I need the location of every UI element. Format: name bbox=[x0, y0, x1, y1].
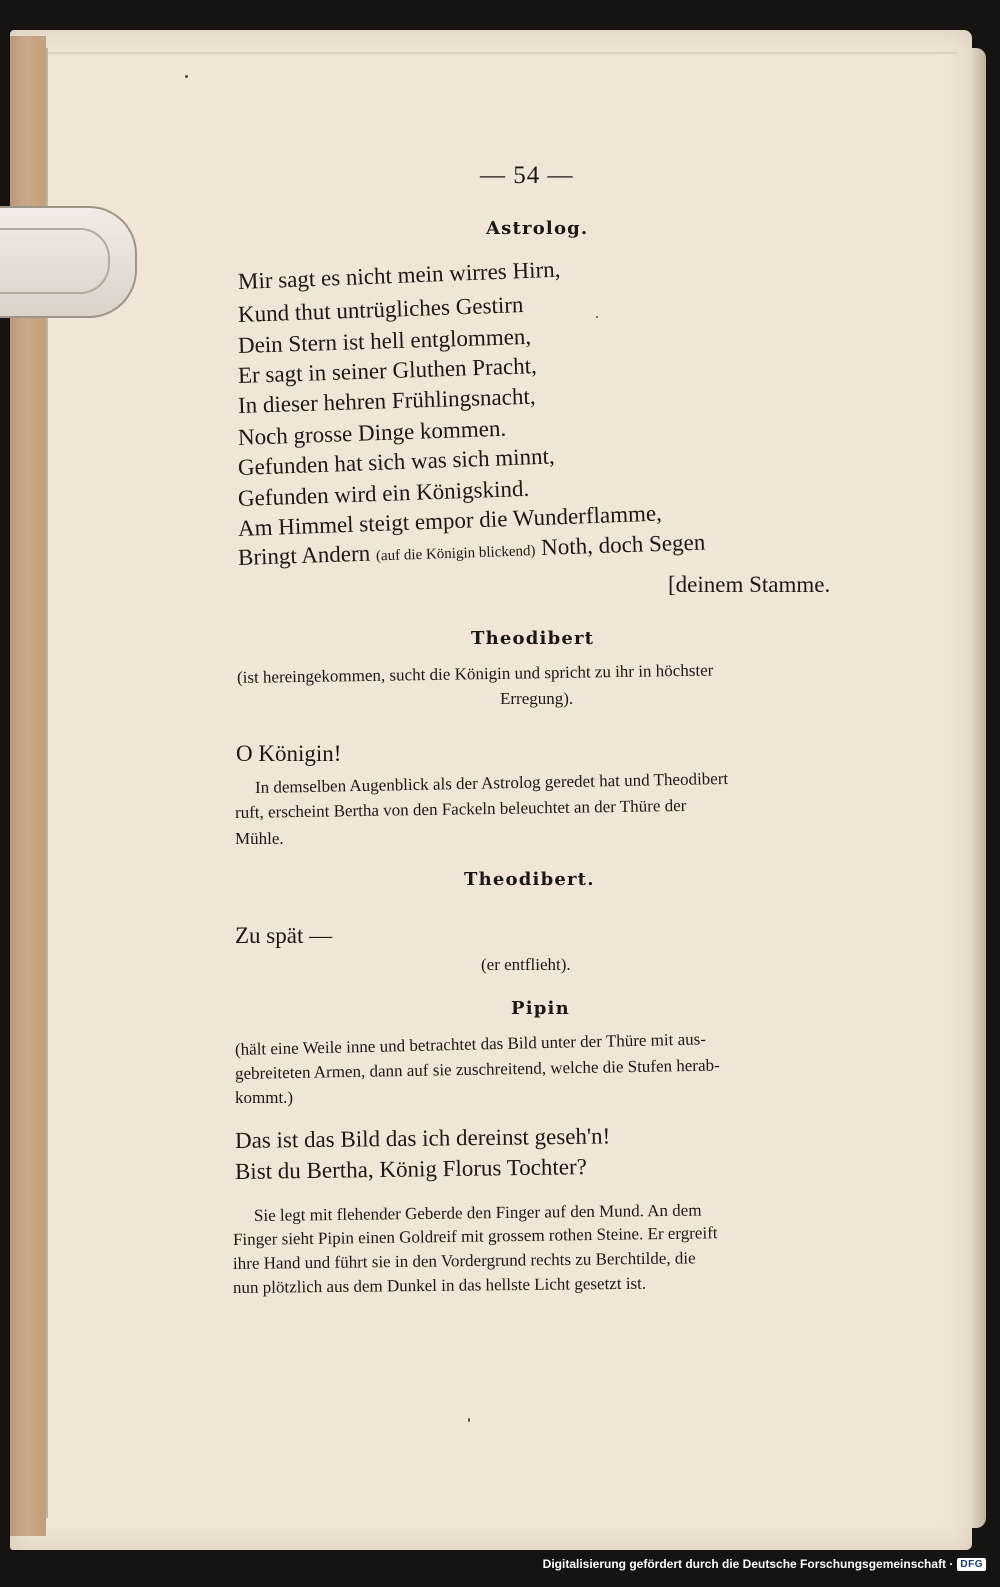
stage-direction: kommt.) bbox=[235, 1088, 294, 1107]
verse-line-end: Noth, doch Segen bbox=[540, 529, 706, 560]
spoken-line: O Königin! bbox=[236, 741, 342, 766]
speaker-theodibert: Theodibert. bbox=[464, 869, 595, 890]
verse-line: Gefunden hat sich was sich minnt, bbox=[237, 443, 556, 480]
speaker-pipin: Pipin bbox=[511, 998, 570, 1019]
page-number: — 54 — bbox=[480, 162, 574, 189]
stage-direction: gebreiteten Armen, dann auf sie zuschreitend, welche die Stufen herab- bbox=[234, 1055, 720, 1083]
dust-speck bbox=[185, 75, 188, 78]
stage-direction: Erregung). bbox=[500, 689, 574, 708]
verse-line-continuation: [deinem Stamme. bbox=[668, 572, 831, 597]
verse-line: Er sagt in seiner Gluthen Pracht, bbox=[237, 353, 538, 388]
inline-stage-direction: (auf die Königin blickend) bbox=[375, 543, 536, 565]
spoken-line: Das ist das Bild das ich dereinst geseh'n! bbox=[234, 1123, 611, 1153]
speaker-astrolog: Astrolog. bbox=[486, 218, 589, 239]
paper-clip-inner bbox=[0, 228, 110, 294]
spoken-line: Bist du Bertha, König Florus Tochter? bbox=[234, 1154, 588, 1184]
verse-line: In dieser hehren Frühlingsnacht, bbox=[237, 383, 536, 418]
verse-line: Mir sagt es nicht mein wirres Hirn, bbox=[237, 256, 561, 294]
scene-note: ruft, erscheint Bertha von den Fackeln beleuchtet an der Thüre der bbox=[234, 795, 687, 822]
spoken-line: Zu spät — bbox=[235, 923, 333, 948]
credit-text: Digitalisierung gefördert durch die Deutsche Forschungsgemeinschaft · bbox=[542, 1557, 954, 1571]
digitization-credit bbox=[543, 1553, 986, 1575]
top-margin-line bbox=[48, 52, 958, 54]
scene-note: Mühle. bbox=[235, 829, 284, 848]
stage-direction: (er entflieht). bbox=[481, 955, 571, 974]
dust-speck bbox=[468, 1418, 470, 1422]
verse-line: Gefunden wird ein Königskind. bbox=[237, 475, 530, 511]
scene-note: ihre Hand und führt sie in den Vordergrund rechts zu Berchtilde, die bbox=[232, 1248, 696, 1273]
dfg-logo: DFG bbox=[957, 1558, 986, 1571]
scene-note: In demselben Augenblick als der Astrolog geredet hat und Theodibert bbox=[254, 768, 729, 797]
verse-line: Kund thut untrügliches Gestirn bbox=[237, 292, 524, 327]
verse-line: Am Himmel steigt empor die Wunderflamme, bbox=[237, 500, 663, 541]
scene-note: Finger sieht Pipin einen Goldreif mit grossem rothen Steine. Er ergreift bbox=[232, 1223, 718, 1249]
scene-note: nun plötzlich aus dem Dunkel in das hellste Licht gesetzt ist. bbox=[232, 1273, 647, 1297]
speaker-theodibert: Theodibert bbox=[471, 628, 595, 649]
stage-direction: (ist hereingekommen, sucht die Königin und spricht zu ihr in höchster bbox=[236, 660, 714, 687]
scene-note: Sie legt mit flehender Geberde den Finger auf den Mund. An dem bbox=[253, 1200, 702, 1225]
stage-direction: (hält eine Weile inne und betrachtet das Bild unter der Thüre mit aus- bbox=[234, 1029, 707, 1059]
dust-speck bbox=[596, 316, 598, 318]
verse-line-start: Bringt Andern bbox=[237, 540, 371, 570]
verse-line: Dein Stern ist hell entglommen, bbox=[237, 323, 532, 358]
verse-line: Noch grosse Dinge kommen. bbox=[237, 415, 507, 450]
